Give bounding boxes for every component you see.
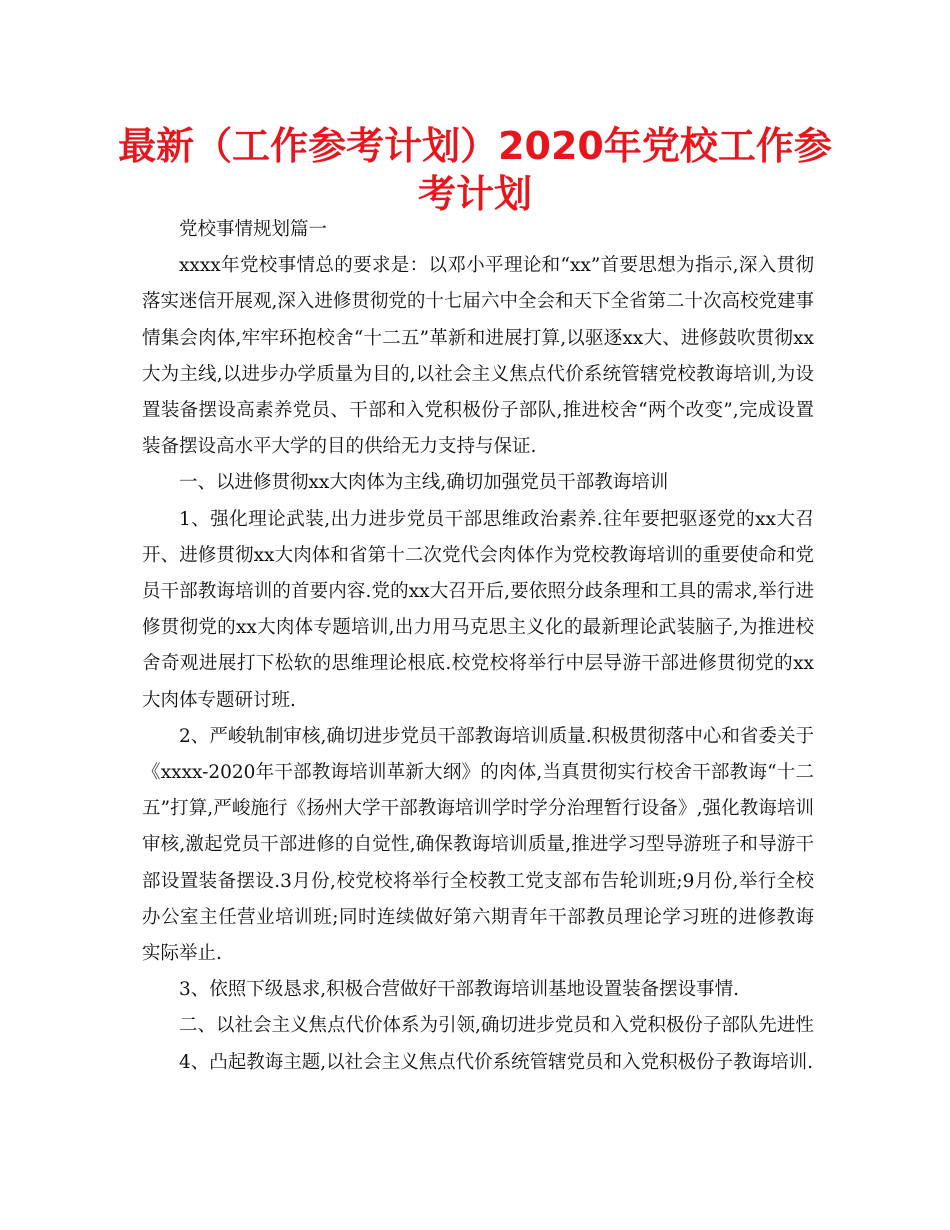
paragraph: 2、严峻轨制审核,确切进步党员干部教诲培训质量.积极贯彻落中心和省委关于《xxxx-2020年干部教诲培训革新大纲》的肉体,当真贯彻实行校舍干部教诲“十二五”打算,严峻施行《扬州大学干部教诲培训学时学分治理暂行设备》,强化教诲培训审核,激起党员干部进修的自觉性,确保教诲培训质量,推进学习型导游班子和导游干部设置装备摆设.3月份,校党校将举行全校教工党支部布告轮训班;9月份,举行全校办公室主任营业培训班;同时连续做好第六期青年干部教员理论学习班的进修教诲实际举止. xyxy=(142,725,814,965)
section-heading: 二、以社会主义焦点代价体系为引领,确切进步党员和入党积极份子部队先进性 xyxy=(179,1015,814,1037)
paragraph: 3、依照下级恳求,积极合营做好干部教诲培训基地设置装备摆设事情. xyxy=(179,979,740,1001)
section-heading: 党校事情规划篇一 xyxy=(179,219,328,240)
paragraph: 1、强化理论武装,出力进步党员干部思维政治素养.往年要把驱逐党的xx大召开、进修贯彻xx大肉体和省第十二次党代会肉体作为党校教诲培训的重要使命和党员干部教诲培训的首要内容.党的xx大召开后,要依照分歧条理和工具的需求,举行进修贯彻党的xx大肉体专题培训,出力用马克思主义化的最新理论武装脑子,为推进校舍奇观进展打下松软的思维理论根底.校党校将举行中层导游干部进修贯彻党的xx大肉体专题研讨班. xyxy=(142,508,814,711)
paragraph: 4、凸起教诲主题,以社会主义焦点代价系统管辖党员和入党积极份子教诲培训. xyxy=(179,1051,814,1073)
document-body xyxy=(142,212,814,1081)
section-heading: 一、以进修贯彻xx大肉体为主线,确切加强党员干部教诲培训 xyxy=(179,472,669,494)
paragraph: xxxx年党校事情总的要求是：以邓小平理论和“xx”首要思想为指示,深入贯彻落实迷信开展观,深入进修贯彻党的十七届六中全会和天下全省第二十次高校党建事情集会肉体,牢牢环抱校舍“十二五”革新和进展打算,以驱逐xx大、进修鼓吹贯彻xx大为主线,以进步办学质量为目的,以社会主义焦点代价系统管辖党校教诲培训,为设置装备摆设高素养党员、干部和入党积极份子部队,推进校舍“两个改变”,完成设置装备摆设高水平大学的目的供给无力支持与保证. xyxy=(142,255,814,458)
document-title: 最新（工作参考计划）2020年党校工作参考计划 xyxy=(118,124,832,216)
